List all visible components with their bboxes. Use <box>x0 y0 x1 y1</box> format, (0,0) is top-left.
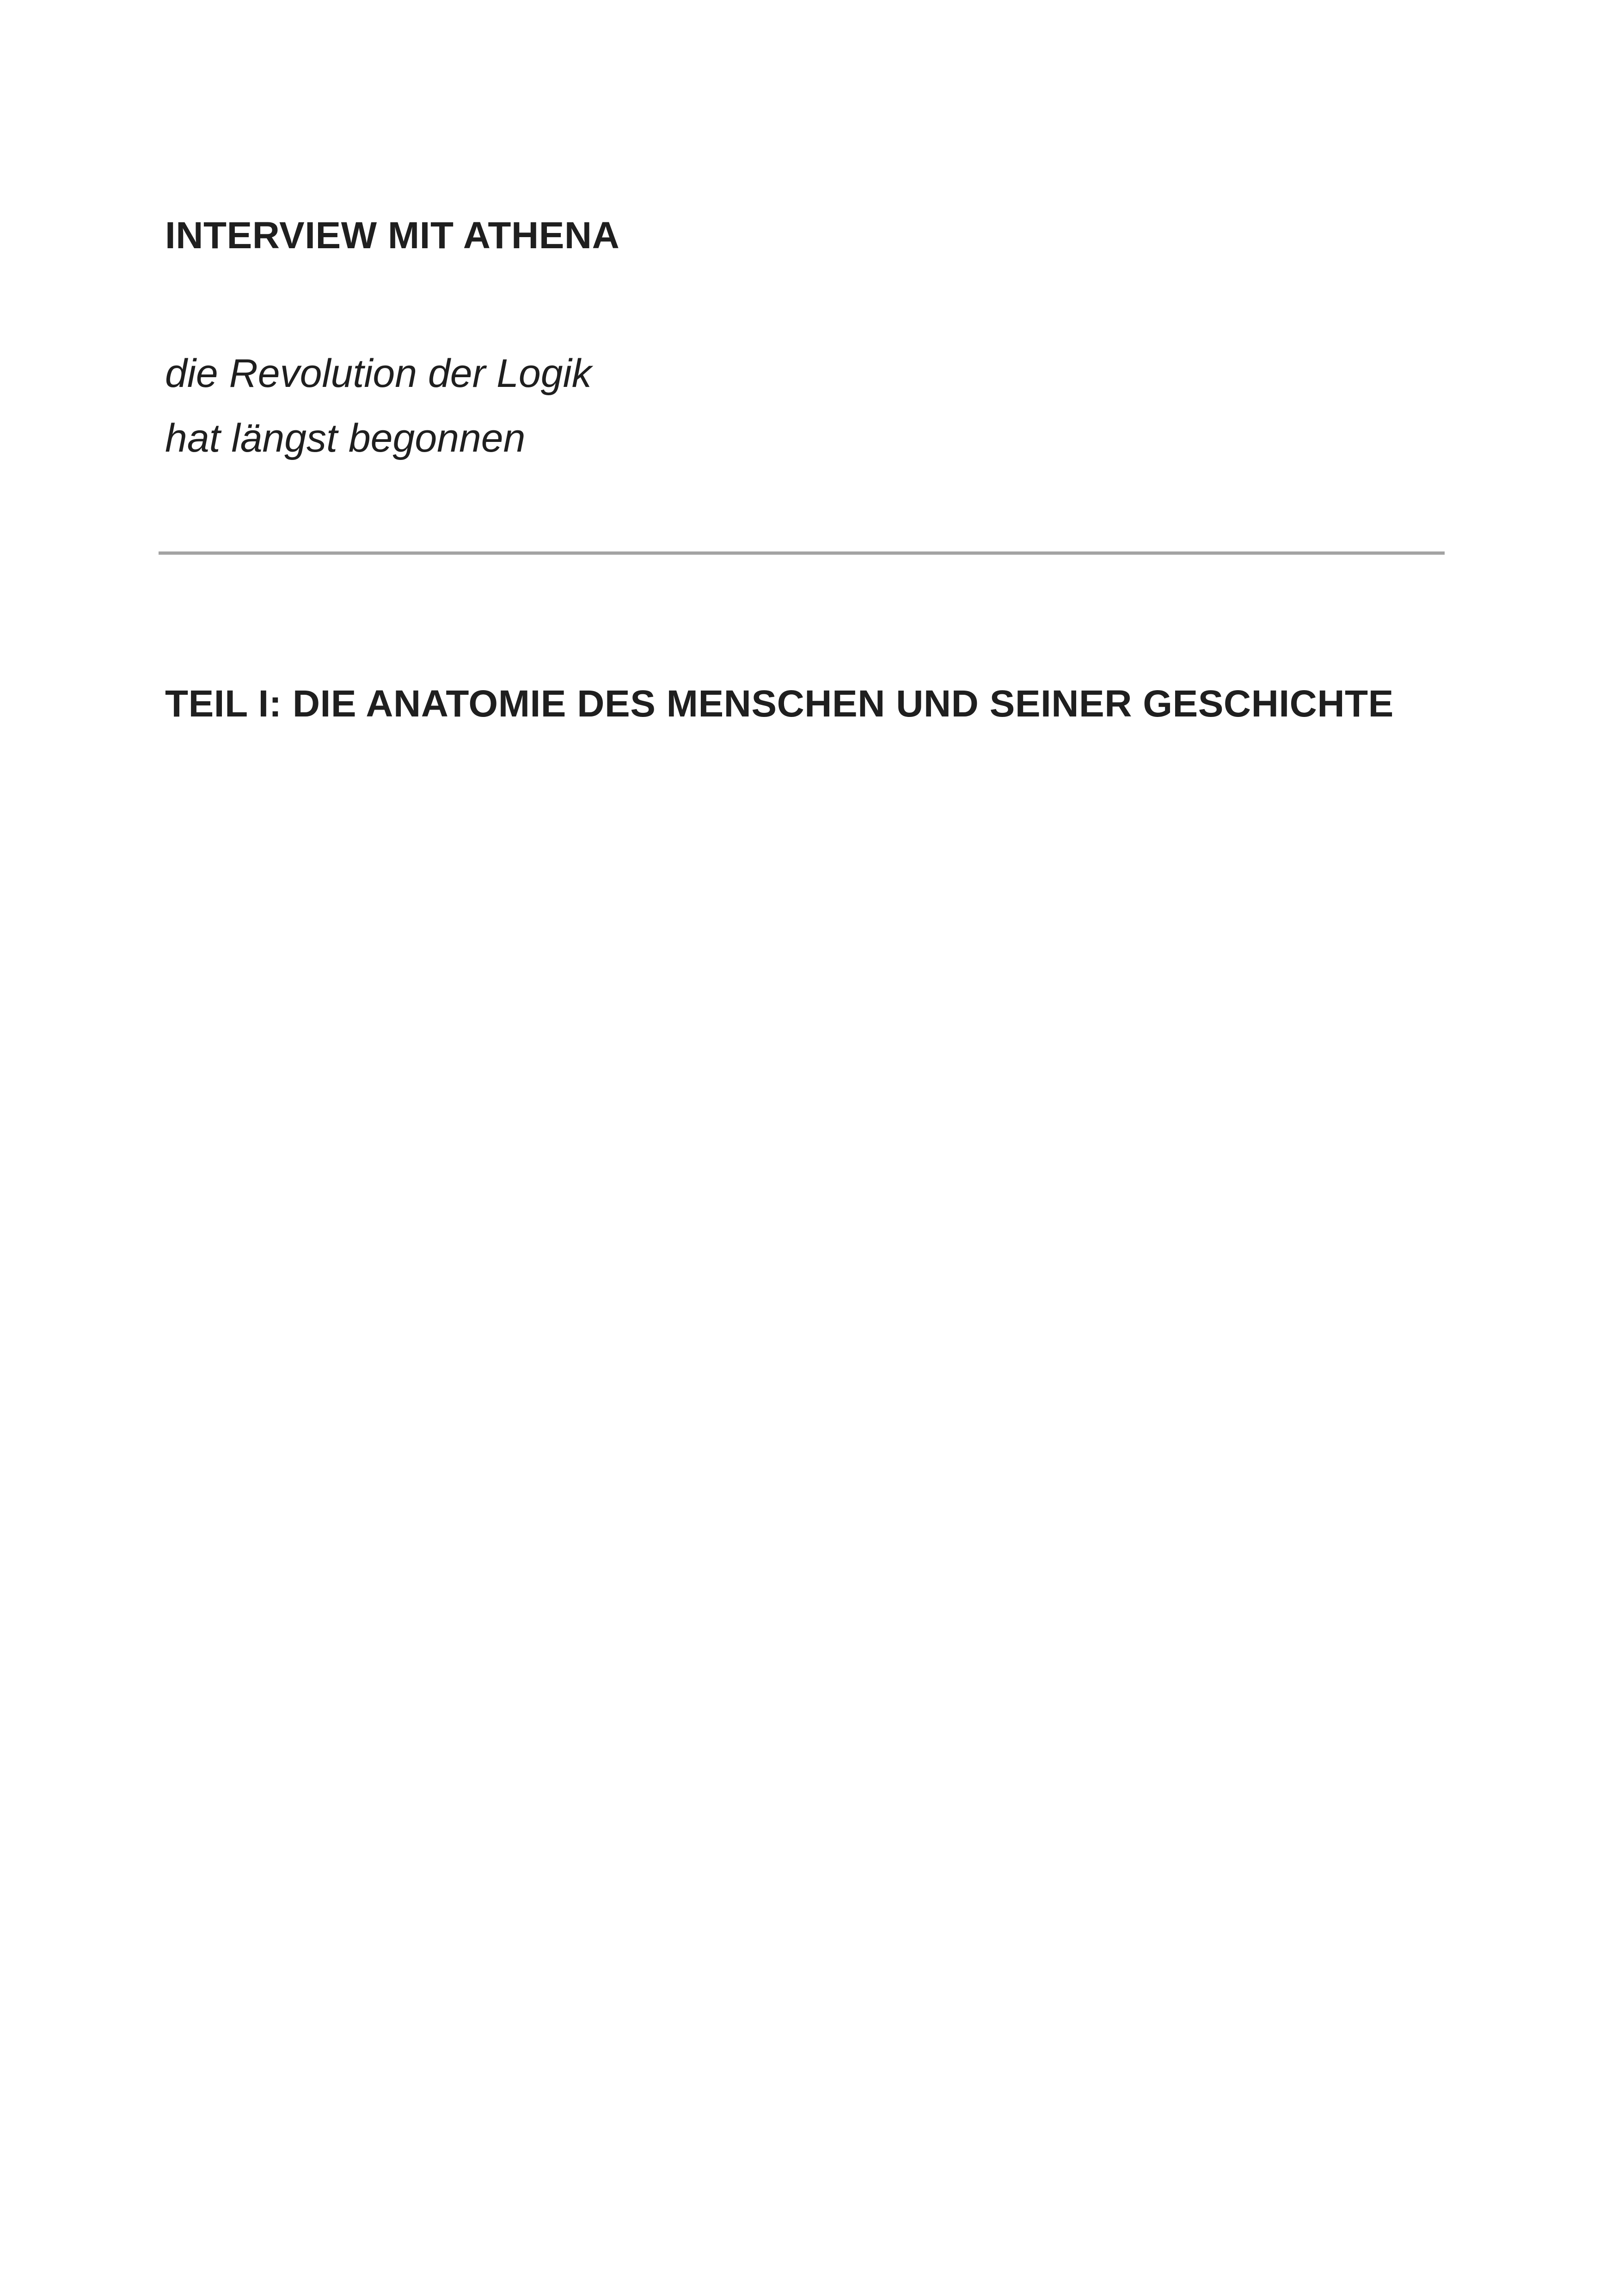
subtitle-line-1: die Revolution der Logik <box>165 351 592 396</box>
subtitle-line-2: hat längst begonnen <box>165 416 526 460</box>
horizontal-divider <box>159 551 1445 555</box>
section-heading: TEIL I: DIE ANATOMIE DES MENSCHEN UND SEINER GESCHICHTE <box>165 683 1394 725</box>
document-title: INTERVIEW MIT ATHENA <box>165 214 620 257</box>
document-subtitle <box>165 341 592 471</box>
